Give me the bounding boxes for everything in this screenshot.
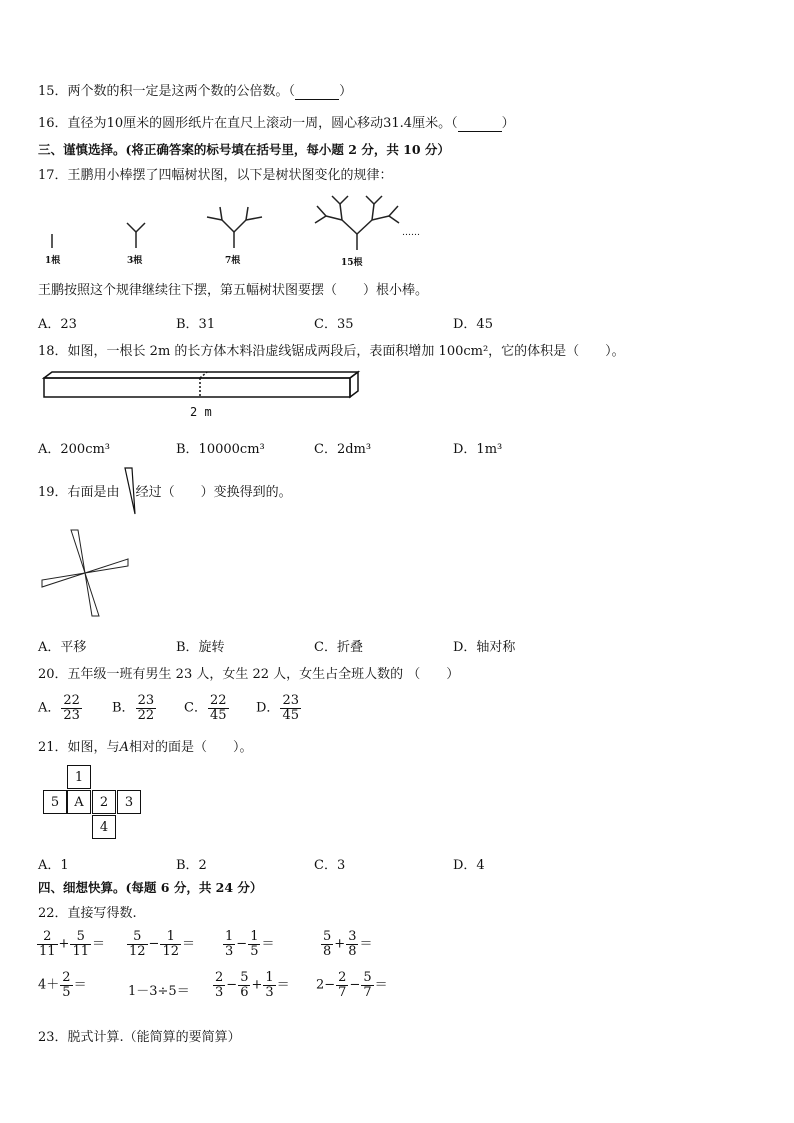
option-b[interactable]: B．2: [176, 858, 207, 873]
rotation-figure: [30, 528, 140, 618]
net-cell-center: A: [67, 790, 91, 814]
expression-6: 1－3÷5＝: [128, 984, 190, 999]
option-a[interactable]: A．1: [38, 858, 69, 873]
expression-8: 2− $\frac{2}{7}$ − $\frac{5}{7}$ ＝: [316, 970, 388, 1000]
expression-7: $\frac{2}{3}$ − $\frac{5}{6}$ + $\frac{1}{3}$ ＝: [215, 970, 290, 1000]
option-c[interactable]: C．折叠: [314, 640, 363, 655]
question-number: 18．: [38, 344, 68, 359]
tree-label-4: 15根: [341, 258, 363, 268]
question-text: 如图，一根长 2m 的长方体木料沿虚线锯成两段后，表面积增加 100cm²，它的体积是（ ）。: [67, 344, 625, 359]
option-b[interactable]: B．10000cm³: [176, 442, 265, 457]
question-text: 王鹏用小棒摆了四幅树状图，以下是树状图变化的规律：: [67, 168, 393, 183]
question-21: 21．如图，与A相对的面是（ ）。: [38, 740, 253, 755]
option-c[interactable]: C．35: [314, 317, 354, 332]
question-number: 15．: [38, 84, 68, 99]
option-d[interactable]: D．轴对称: [453, 640, 516, 655]
section-4-heading: 四、细想快算。(每题 6 分，共 24 分）: [38, 880, 263, 895]
tree-2: [127, 223, 145, 248]
question-text: 五年级一班有男生 23 人，女生 22 人，女生占全班人数的 （ ）: [67, 667, 460, 682]
question-16: 16．直径为10厘米的圆形纸片在直尺上滚动一周，圆心移动31.4厘米。（ ）: [38, 116, 515, 131]
question-23: [38, 1030, 241, 1046]
small-triangle-icon: [122, 466, 142, 516]
tree-label-1: 1根: [45, 256, 61, 266]
expression-1: $\frac{2}{11}$ + $\frac{5}{11}$ ＝: [39, 929, 106, 959]
option-a[interactable]: A．平移: [38, 640, 87, 655]
option-c[interactable]: C．3: [314, 858, 346, 873]
question-number: 16．: [38, 116, 68, 131]
expression-5: 4＋ $\frac{2}{5}$ ＝: [38, 970, 87, 1000]
option-d[interactable]: D．4: [453, 858, 485, 873]
option-a[interactable]: A．23: [38, 317, 77, 332]
beam-length-label: 2 m: [190, 405, 212, 419]
question-22: [38, 906, 137, 922]
net-cell-left: 5: [43, 790, 67, 814]
option-c[interactable]: C． $\frac{22}{45}$: [184, 693, 227, 723]
question-number: 21．: [38, 740, 68, 755]
option-a[interactable]: A． $\frac{22}{23}$: [38, 693, 80, 723]
net-cell-bottom: 4: [92, 815, 116, 839]
beam-figure: [0, 370, 400, 410]
question-number: 17．: [38, 168, 68, 183]
question-number: 19．: [38, 485, 68, 500]
option-c[interactable]: C．2dm³: [314, 442, 372, 457]
expression-4: $\frac{5}{8}$ + $\frac{3}{8}$ ＝: [323, 929, 373, 959]
question-text: 脱式计算.（能简算的要简算）: [67, 1030, 241, 1045]
expression-2: $\frac{5}{12}$ − $\frac{1}{12}$ ＝: [129, 929, 196, 959]
fraction: $\frac{23}{45}$: [282, 693, 299, 723]
question-number: 23．: [38, 1030, 68, 1045]
question-18: [38, 344, 625, 360]
fraction: $\frac{22}{23}$: [63, 693, 80, 723]
question-17-prompt: 王鹏按照这个规律继续往下摆，第五幅树状图要摆（ ）根小棒。: [38, 283, 429, 298]
tree-4: [315, 196, 399, 250]
question-number: 22．: [38, 906, 68, 921]
option-d[interactable]: D．1m³: [453, 442, 503, 457]
option-a[interactable]: A．200cm³: [38, 442, 111, 457]
option-d[interactable]: D．45: [453, 317, 493, 332]
option-b[interactable]: B．31: [176, 317, 216, 332]
ellipsis: ……: [402, 228, 420, 238]
answer-blank[interactable]: [458, 118, 502, 132]
question-20: [38, 667, 459, 683]
option-d[interactable]: D． $\frac{23}{45}$: [256, 693, 299, 723]
section-3-heading: 三、谨慎选择。(将正确答案的标号填在括号里，每小题 2 分，共 10 分）: [38, 142, 450, 157]
question-number: 20．: [38, 667, 68, 682]
tree-3: [207, 207, 262, 248]
expression-3: $\frac{1}{3}$ − $\frac{1}{5}$ ＝: [225, 929, 275, 959]
option-b[interactable]: B． $\frac{23}{22}$: [112, 693, 155, 723]
question-17: [38, 168, 393, 184]
net-cell-right-1: 2: [92, 790, 116, 814]
net-cell-right-2: 3: [117, 790, 141, 814]
fraction: $\frac{22}{45}$: [209, 693, 227, 723]
fraction: $\frac{23}{22}$: [137, 693, 155, 723]
tree-label-3: 7根: [225, 256, 241, 266]
question-text: 两个数的积一定是这两个数的公倍数。（: [67, 84, 296, 99]
option-b[interactable]: B．旋转: [176, 640, 225, 655]
answer-blank[interactable]: [295, 86, 339, 100]
net-cell-top: 1: [67, 765, 91, 789]
question-19: 19．右面是由 经过（ ）变换得到的。: [38, 485, 292, 500]
question-15: 15．两个数的积一定是这两个数的公倍数。（ ）: [38, 84, 353, 99]
question-text: 直接写得数.: [67, 906, 137, 921]
tree-label-2: 3根: [127, 256, 143, 266]
